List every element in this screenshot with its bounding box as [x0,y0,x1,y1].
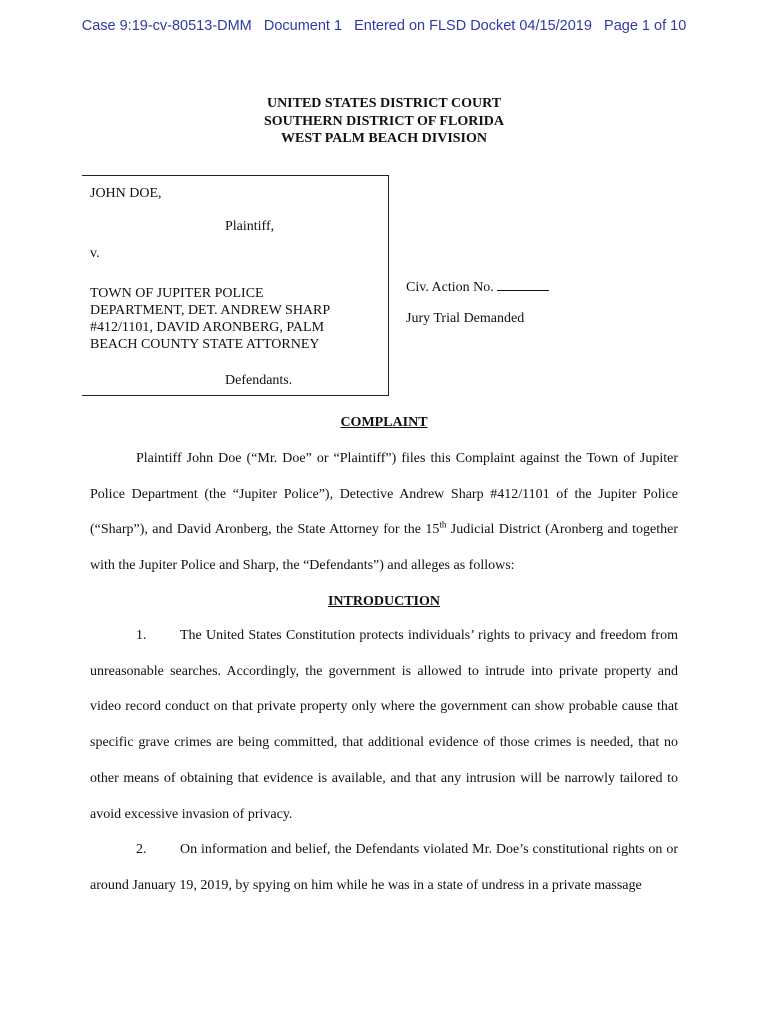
paragraph-number: 1. [136,628,147,643]
docket-header-stamp [0,18,768,34]
defendants-line: TOWN OF JUPITER POLICE [90,286,264,301]
docket-entry-date: Entered on FLSD Docket 04/15/2019 [354,18,592,34]
case-caption-box [82,175,389,396]
court-division: WEST PALM BEACH DIVISION [280,131,488,146]
paragraph-text: On information and belief, the Defendants violated Mr. Doe’s constitutional rights on or around January 19, 2019, by spying on him while he was in a state of undress in a private massage [90,842,678,893]
intro-text-part1: Plaintiff John Doe (“Mr. Doe” or “Plaintiff”) files this Complaint against the Town of Jupiter Police Department (the “Jupiter Police”), Detective Andrew Sharp #412/1101 of the Jupiter Police (“Sharp”), and David Aronberg, the State Attorney for the 15 [90,451,678,538]
numbered-paragraph-1 [90,618,678,832]
defendants-line: DEPARTMENT, DET. ANDREW SHARP [90,303,331,318]
versus-label: v. [90,246,100,261]
plaintiff-role: Plaintiff, [225,219,275,234]
ordinal-suffix: th [439,519,447,530]
intro-paragraph [90,441,678,584]
case-number: Case 9:19-cv-80513-DMM [81,18,252,34]
defendants-role: Defendants. [225,373,293,388]
page-indicator: Page 1 of 10 [604,18,687,34]
complaint-heading: COMPLAINT [340,415,428,430]
paragraph-number: 2. [136,842,147,857]
plaintiff-name: JOHN DOE, [90,186,162,201]
jury-trial-demand: Jury Trial Demanded [406,311,525,326]
paragraph-text: The United States Constitution protects individuals’ rights to privacy and freedom from unreasonable searches. Accordingly, the government is allowed to intrude into private property and video record conduct on that private property only where the government can show probable cause that specific grave crimes are being committed, that additional evidence of those crimes is needed, that no other means of obtaining that evidence is available, and that any intrusion will be narrowly tailored to avoid excessive invasion of privacy. [90,628,678,822]
civil-action-number [406,278,549,296]
court-district: SOUTHERN DISTRICT OF FLORIDA [264,113,504,129]
court-heading [0,95,768,148]
civil-action-label: Civ. Action No. [406,280,494,295]
defendants-names [90,285,330,353]
court-name: UNITED STATES DISTRICT COURT [266,96,502,111]
civil-action-blank-line [497,278,549,291]
numbered-paragraph-2 [90,832,678,903]
document-number: Document 1 [263,18,343,34]
intro-text-part2: Judicial District (Aronberg and together with the Jupiter Police and Sharp, the “Defendants”) and alleges as follows: [90,522,678,574]
defendants-line: BEACH COUNTY STATE ATTORNEY [90,337,320,352]
introduction-heading: INTRODUCTION [327,594,440,609]
defendants-line: #412/1101, DAVID ARONBERG, PALM [90,320,325,335]
